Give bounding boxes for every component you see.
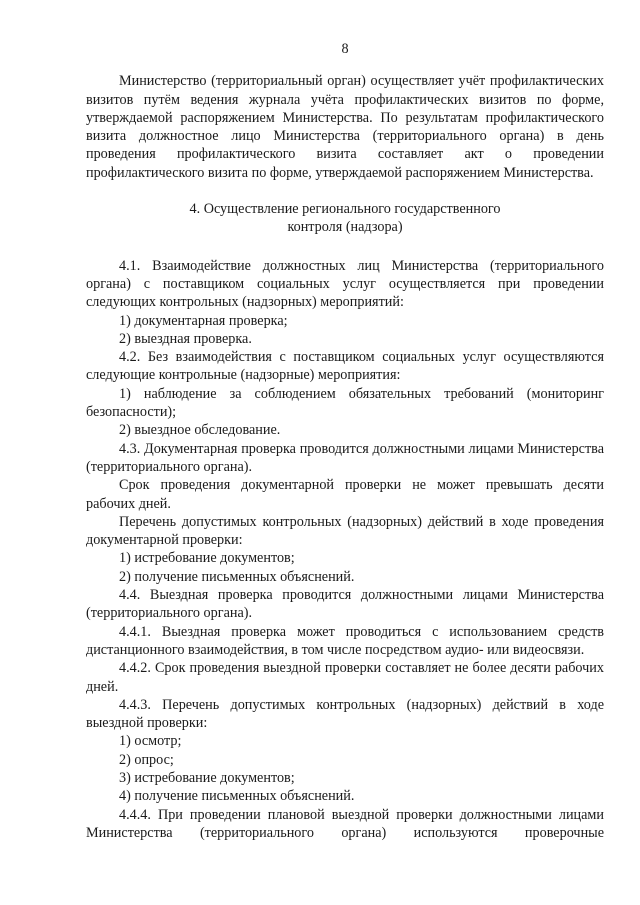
list-item-documentary-check: 1) документарная проверка; (119, 312, 288, 329)
list-item-field-survey: 2) выездное обследование. (119, 422, 281, 439)
section-heading-line-2: контроля (надзора) (287, 219, 403, 236)
paragraph-4-3: 4.3. Документарная проверка проводится должностными лицами Министерства (территориального органа). (86, 440, 604, 475)
paragraph-4-4-2: 4.4.2. Срок проведения выездной проверки составляет не более десяти рабочих дней. (86, 660, 604, 695)
document-page (86, 40, 604, 842)
list-item-field-check: 2) выездная проверка. (119, 330, 252, 347)
paragraph-4-4-3: 4.4.3. Перечень допустимых контрольных (надзорных) действий в ходе выездной проверки: (86, 696, 604, 732)
list-item-written-explanations: 2) получение письменных объяснений. (119, 568, 355, 585)
list-item-monitoring: 1) наблюдение за соблюдением обязательных требований (мониторинг безопасности); (86, 385, 604, 421)
page-number: 8 (341, 41, 349, 57)
list-item-inspection: 1) осмотр; (119, 733, 182, 750)
paragraph-4-4: 4.4. Выездная проверка проводится должностными лицами Министерства (территориального органа). (86, 587, 604, 622)
paragraph-documentary-term: Срок проведения документарной проверки не может превышать десяти рабочих дней. (86, 477, 604, 512)
paragraph-4-4-4: 4.4.4. При проведении плановой выездной проверки должностными лицами Министерства (территориального органа) используются проверочные (86, 806, 604, 841)
list-item-request-documents-2: 3) истребование документов; (119, 769, 295, 786)
list-item-survey: 2) опрос; (119, 751, 174, 768)
section-heading (86, 200, 604, 237)
paragraph-4-4-1: 4.4.1. Выездная проверка может проводиться с использованием средств дистанционного взаимодействия, в том числе посредством аудио- или видеосвязи. (86, 623, 604, 658)
paragraph-4-1: 4.1. Взаимодействие должностных лиц Министерства (территориального органа) с поставщиком социальных услуг осуществляется при проведении следующих контрольных (надзорных) мероприятий: (86, 257, 604, 311)
section-heading-line-1: 4. Осуществление регионального государственного (189, 201, 501, 218)
paragraph-4-2: 4.2. Без взаимодействия с поставщиком социальных услуг осуществляются следующие контрольные (надзорные) мероприятия: (86, 349, 604, 384)
paragraph-visit-accounting: Министерство (территориальный орган) осуществляет учёт профилактических визитов путём ведения журнала учёта профилактических визитов по форме, утверждаемой распоряжением Министерства. По результатам профилактического визита должностное лицо Министерства (территориального органа) в день проведения профилактического визита составляет акт о проведении профилактического визита по форме, утверждаемой распоряжением Министерства. (86, 73, 604, 181)
paragraph-documentary-actions: Перечень допустимых контрольных (надзорных) действий в ходе проведения документарной проверки: (86, 513, 604, 549)
list-item-request-documents: 1) истребование документов; (119, 550, 295, 567)
list-item-written-explanations-2: 4) получение письменных объяснений. (119, 788, 355, 805)
